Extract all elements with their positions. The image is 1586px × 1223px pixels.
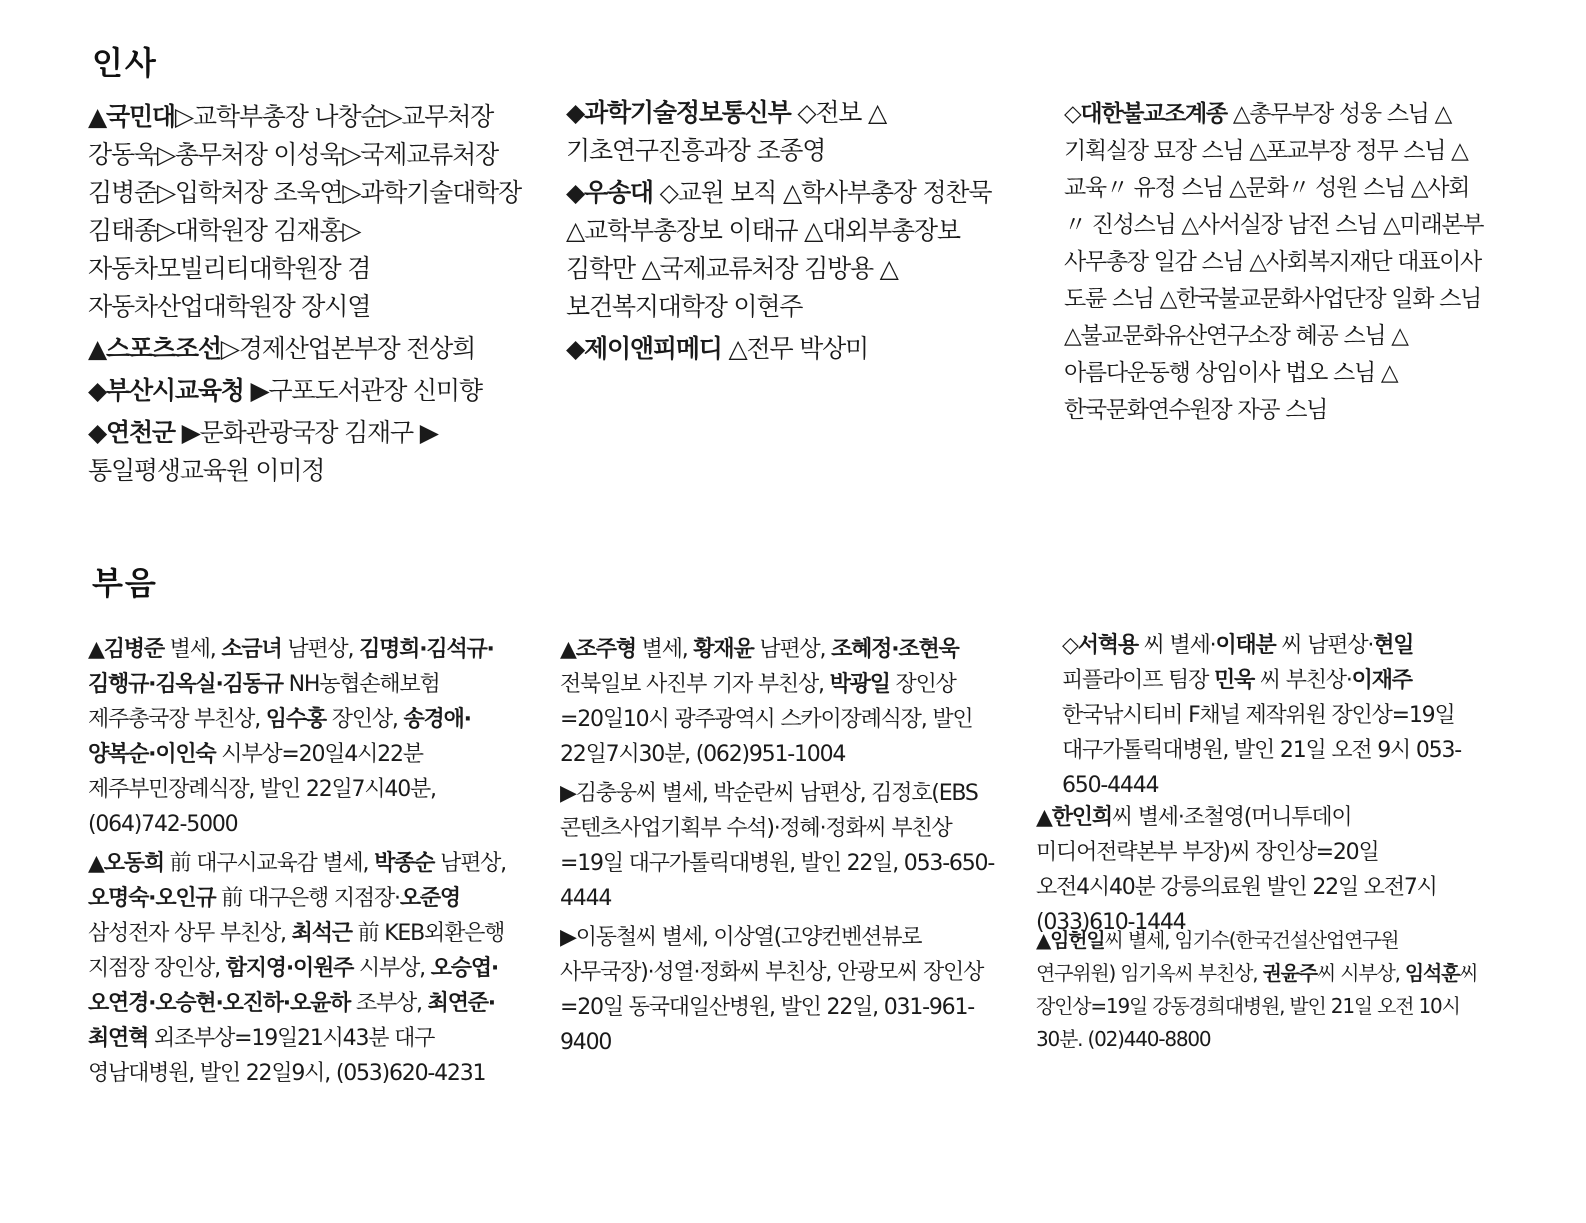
organization-name: ◆연천군 (88, 418, 175, 447)
entry-text: 별세, (635, 637, 694, 662)
entry-paragraph (566, 330, 1006, 368)
entry-text: ▷경제산업본부장 전상희 (220, 334, 476, 363)
person-name: ▲한인희 (1036, 805, 1112, 830)
person-name: 임수홍 (265, 707, 326, 732)
person-name: 조혜정·조현욱 (831, 637, 959, 662)
organization-name: ◆제이앤피메디 (566, 334, 722, 363)
person-name: ◇서혁용 (1062, 633, 1138, 658)
section-title-bueum: 부음 (92, 564, 158, 602)
entry-paragraph (88, 98, 550, 326)
person-name: 최석근 (291, 921, 352, 946)
entry-text: 씨 별세·조철영(머니투데이 미디어전략본부 부장)씨 장인상=20일 오전4시40분 강릉의료원 발인 22일 오전7시 (033)610-1444 (1036, 805, 1437, 935)
entry-text: 남편상, (281, 637, 360, 662)
bueum-column-3b (1036, 800, 1482, 944)
person-name: 송경애·양복순·이인숙 (88, 707, 471, 767)
entry-text: 씨 남편상· (1275, 633, 1374, 658)
person-name: 민욱 (1213, 668, 1255, 693)
person-name: 황재윤 (693, 637, 754, 662)
person-name: 현일 (1373, 633, 1414, 658)
person-name: ▲오동희 (88, 851, 164, 876)
entry-paragraph (560, 776, 1000, 916)
entry-text: 장인상, (325, 707, 404, 732)
insa-column-1 (88, 98, 550, 494)
entry-paragraph (566, 94, 1006, 170)
person-name: 김명희·김석규·김행규·김옥실·김동규 (88, 637, 494, 697)
bueum-column-1 (88, 632, 530, 1095)
person-name: 오준영 (399, 886, 460, 911)
person-name: ▲조주형 (560, 637, 636, 662)
entry-text: 씨 부친상· (1254, 668, 1352, 693)
entry-text: ◇교원 보직 △학사부총장 정찬묵 △교학부총장보 이태규 △대외부총장보 김학만 △국제교류처장 김방용 △보건복지대학장 이현주 (566, 178, 992, 321)
entry-text: △전무 박상미 (721, 334, 869, 363)
person-name: 함지영·이원주 (225, 956, 354, 981)
entry-paragraph (1036, 800, 1482, 940)
person-name: 이재주 (1351, 668, 1412, 693)
person-name: 최연준·최연혁 (88, 991, 495, 1051)
entry-text: 시부상=20일4시22분 제주부민장례식장, 발인 22일7시40분, (064)742-5000 (88, 742, 436, 837)
entry-text: ▶구포도서관장 신미향 (243, 376, 482, 405)
person-name: ▲김병준 (88, 637, 164, 662)
entry-paragraph (1038, 96, 1484, 429)
entry-text: NH농협손해보험 제주총국장 부친상, (88, 672, 440, 732)
organization-name: ◇대한불교조계종 (1064, 101, 1227, 127)
entry-text: 장인상=20일10시 광주광역시 스카이장례식장, 발인 22일7시30분, (062)951-1004 (560, 672, 973, 767)
person-name: 소금녀 (221, 637, 282, 662)
entry-text: 한국낚시티비 F채널 제작위원 장인상=19일 대구가톨릭대병원, 발인 21일 오전 9시 053-650-4444 (1062, 703, 1462, 798)
entry-text: 시부상, (353, 956, 431, 981)
entry-text: 前 대구은행 지점장· (215, 886, 400, 911)
entry-paragraph (88, 632, 530, 842)
entry-text: ▶문화관광국장 김재구 ▶통일평생교육원 이미정 (88, 418, 438, 485)
entry-text: 씨 별세· (1137, 633, 1216, 658)
entry-text: 전북일보 사진부 기자 부친상, (560, 672, 830, 697)
entry-paragraph (1036, 628, 1482, 803)
entry-text: 前 대구시교육감 별세, (163, 851, 375, 876)
entry-text: ▷교학부총장 나창순▷교무처장 강동욱▷총무처장 이성욱▷국제교류처장 김병준▷입학처장 조욱연▷과학기술대학장 김태종▷대학원장 김재홍▷자동차모빌리티대학원장 겸 자동차산업대학원장 장시열 (88, 102, 521, 321)
entry-paragraph (88, 372, 550, 410)
person-name: ▲임헌일 (1036, 928, 1105, 952)
entry-text: 삼성전자 상무 부친상, (88, 921, 292, 946)
entry-text: 조부상, (350, 991, 428, 1016)
person-name: 오승엽·오연경·오승현·오진하·오윤하 (88, 956, 499, 1016)
person-name: 임석훈 (1404, 961, 1460, 985)
organization-name: ▲국민대 (88, 102, 175, 131)
entry-text: △총무부장 성웅 스님 △기획실장 묘장 스님 △포교부장 정무 스님 △교육〃 유정 스님 △문화〃 성원 스님 △사회〃 진성스님 △사서실장 남전 스님 △미래본부 사무총장 일감 스님 △사회복지재단 대표이사 도륜 스님 △한국불교문화사업단장 일화 스님 △불교문화유산연구소장 혜공 스님 △아름다운동행 상임이사 법오 스님 △한국문화연수원장 자공 스님 (1064, 101, 1484, 423)
bueum-column-3c (1036, 924, 1482, 1060)
entry-text: 피플라이프 팀장 (1062, 668, 1214, 693)
entry-paragraph (566, 174, 1006, 326)
entry-text: 별세, (163, 637, 222, 662)
entry-text: 남편상, (753, 637, 832, 662)
person-name: 박종순 (374, 851, 435, 876)
bueum-column-3a (1036, 628, 1482, 807)
person-name: 박광일 (829, 672, 890, 697)
entry-text: 씨 장인상=19일 강동경희대병원, 발인 21일 오전 10시 30분. (02)440-8800 (1036, 961, 1478, 1051)
entry-paragraph (1036, 924, 1482, 1056)
entry-text: ▶이동철씨 별세, 이상열(고양컨벤션뷰로 사무국장)·성열·정화씨 부친상, 안광모씨 장인상=20일 동국대일산병원, 발인 22일, 031-961-9400 (560, 925, 984, 1055)
entry-text: 前 KEB외환은행 지점장 장인상, (88, 921, 505, 981)
entry-text: 씨 별세, 임기수(한국건설산업연구원 연구위원) 임기옥씨 부친상, (1036, 928, 1399, 985)
person-name: 오명숙·오인규 (88, 886, 216, 911)
entry-paragraph (88, 414, 550, 490)
entry-text: ▶김충웅씨 별세, 박순란씨 남편상, 김정호(EBS 콘텐츠사업기획부 수석)·정혜·정화씨 부친상=19일 대구가톨릭대병원, 발인 22일, 053-650-4444 (560, 781, 995, 911)
person-name: 이태분 (1215, 633, 1276, 658)
organization-name: ◆부산시교육청 (88, 376, 244, 405)
entry-text: ◇전보 △기초연구진흥과장 조종영 (566, 98, 887, 165)
insa-column-3 (1038, 96, 1484, 433)
bueum-column-2 (560, 632, 1000, 1064)
section-title-insa: 인사 (92, 44, 158, 82)
entry-text: 남편상, (434, 851, 506, 876)
organization-name: ◆우송대 (566, 178, 653, 207)
entry-text: 씨 시부상, (1316, 961, 1405, 985)
insa-column-2 (566, 94, 1006, 372)
entry-paragraph (88, 846, 530, 1091)
entry-text: 외조부상=19일21시43분 대구 영남대병원, 발인 22일9시, (053)620-4231 (88, 1026, 486, 1086)
entry-paragraph (560, 920, 1000, 1060)
person-name: 권윤주 (1262, 961, 1317, 985)
organization-name: ◆과학기술정보통신부 (566, 98, 791, 127)
entry-paragraph (560, 632, 1000, 772)
organization-name: ▲스포츠조선 (88, 334, 221, 363)
entry-paragraph (88, 330, 550, 368)
